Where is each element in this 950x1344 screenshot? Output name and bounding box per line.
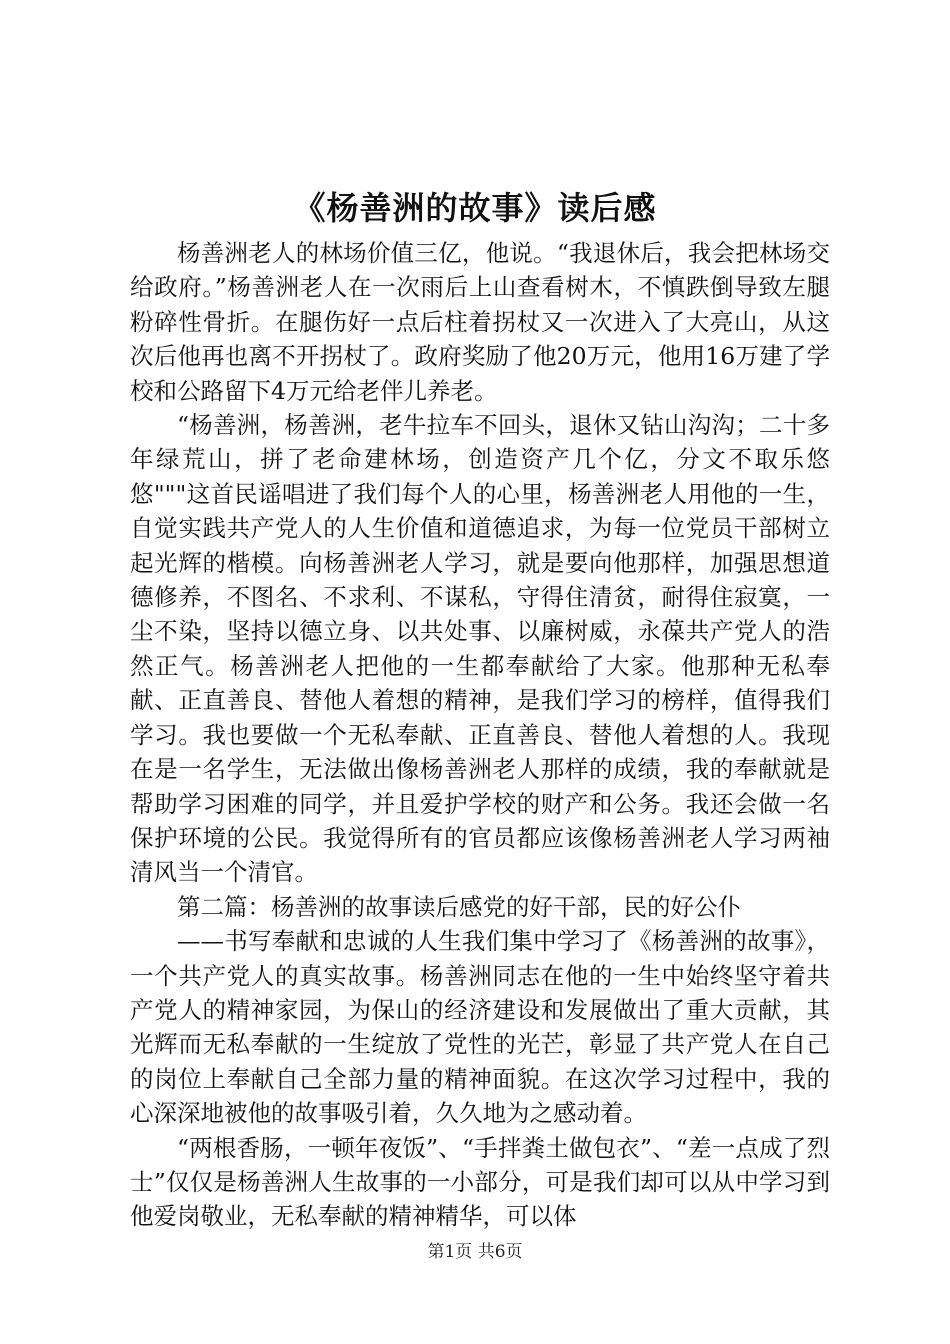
document-body: [130, 236, 830, 1234]
section-heading: 第二篇：杨善洲的故事读后感党的好干部，民的好公仆: [177, 892, 741, 921]
paragraph: “杨善洲，杨善洲，老牛拉车不回头，退休又钻山沟沟；二十多年绿荒山，拼了老命建林场，创造资产几个亿，分文不取乐悠悠"""这首民谣唱进了我们每个人的心里，杨善洲老人用他的一生，自觉实践共产党人的人生价值和道德追求，为每一位党员干部树立起光辉的楷模。向杨善洲老人学习，就是要向他那样，加强思想道德修养，不图名、不求利、不谋私，守得住清贫，耐得住寂寞，一尘不染，坚持以德立身、以共处事、以廉树威，永葆共产党人的浩然正气。杨善洲老人把他的一生都奉献给了大家。他那种无私奉献、正直善良、替他人着想的精神，是我们学习的榜样，值得我们学习。我也要做一个无私奉献、正直善良、替他人着想的人。我现在是一名学生，无法做出像杨善洲老人那样的成绩，我的奉献就是帮助学习困难的同学，并且爱护学校的财产和公务。我还会做一名保护环境的公民。我觉得所有的官员都应该像杨善洲老人学习两袖清风当一个清官。: [130, 411, 830, 887]
document-title: 《杨善洲的故事》读后感: [293, 189, 657, 227]
paragraph: “两根香肠，一顿年夜饭”、“手拌粪土做包衣”、“差一点成了烈士”仅仅是杨善洲人生故事的一小部分，可是我们却可以从中学习到他爱岗敬业，无私奉献的精神精华，可以体: [130, 1133, 830, 1231]
paragraph: 杨善洲老人的林场价值三亿，他说。“我退休后，我会把林场交给政府。”杨善洲老人在一次雨后上山查看树木，不慎跌倒导致左腿粉碎性骨折。在腿伤好一点后柱着拐杖又一次进入了大亮山，从这次后他再也离不开拐杖了。政府奖励了他20万元，他用16万建了学校和公路留下4万元给老伴儿养老。: [130, 239, 830, 405]
paragraph: ——书写奉献和忠诚的人生我们集中学习了《杨善洲的故事》，一个共产党人的真实故事。杨善洲同志在他的一生中始终坚守着共产党人的精神家园，为保山的经济建设和发展做出了重大贡献，其光辉而无私奉献的一生绽放了党性的光芒，彰显了共产党人在自己的岗位上奉献自己全部力量的精神面貌。在这次学习过程中，我的心深深地被他的故事吸引着，久久地为之感动着。: [130, 927, 830, 1128]
page-number-footer: 第1页 共6页: [427, 1242, 523, 1262]
